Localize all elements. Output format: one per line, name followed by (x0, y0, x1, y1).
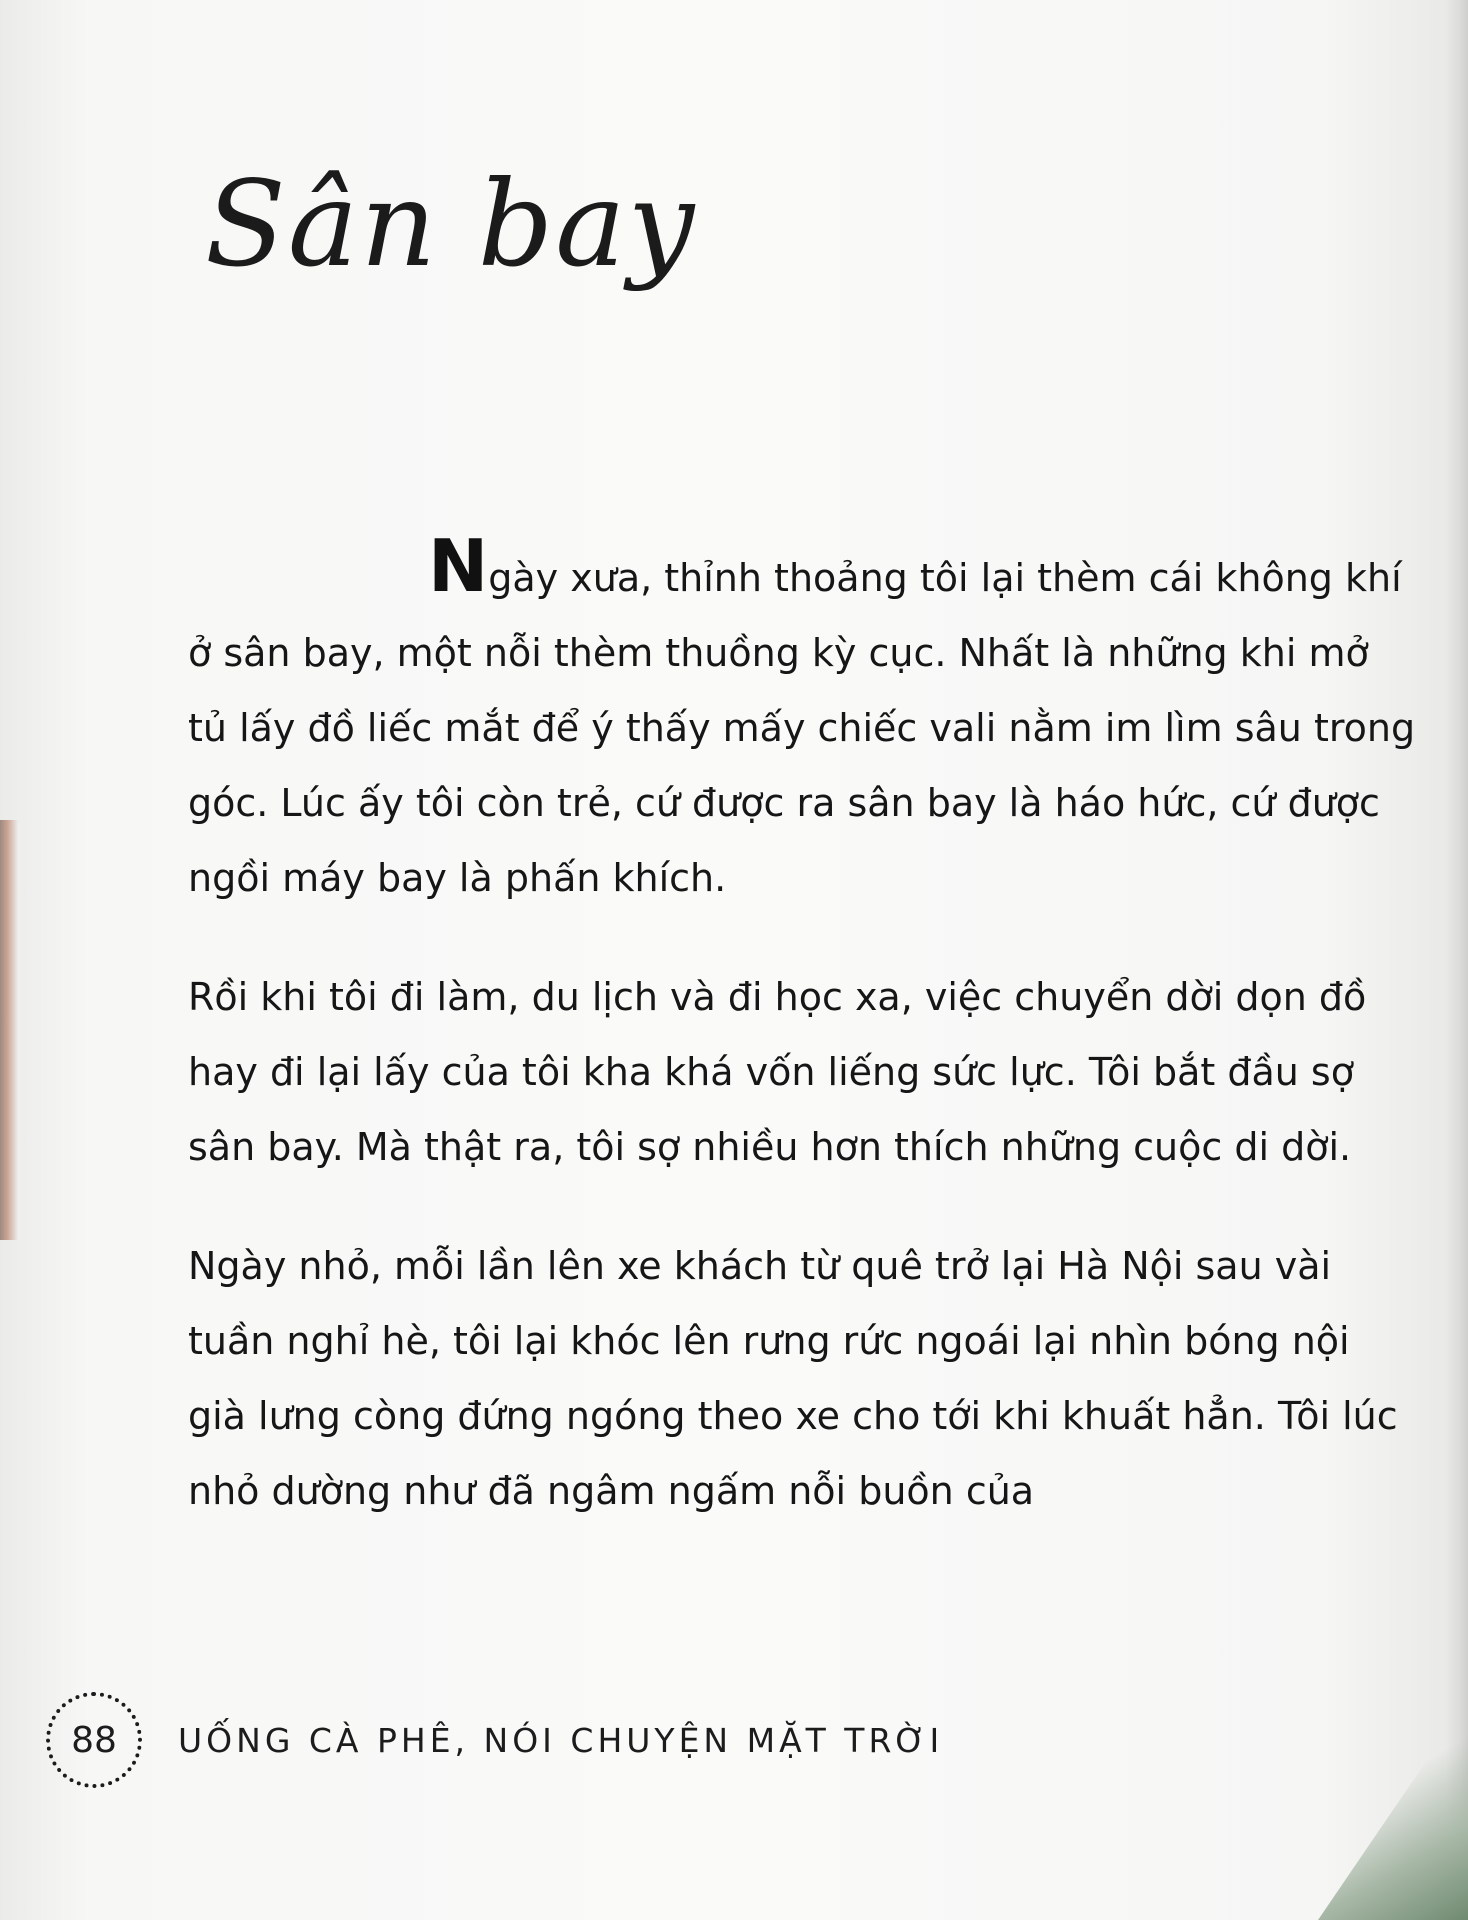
drop-cap: N (428, 524, 489, 608)
paragraph-1-text: gày xưa, thỉnh thoảng tôi lại thèm cái không khí ở sân bay, một nỗi thèm thuồng kỳ cục. Nhất là những khi mở tủ lấy đồ liếc mắt để ý thấy mấy chiếc vali nằm im lìm sâu trong góc. Lúc ấy tôi còn trẻ, cứ được ra sân bay là háo hức, cứ được ngồi máy bay là phấn khích. (188, 556, 1416, 900)
page-edge-left (0, 820, 18, 1240)
body-text (188, 524, 1418, 1573)
page-number: 88 (46, 1692, 142, 1788)
page-footer (46, 1690, 943, 1790)
paragraph-2: Rồi khi tôi đi làm, du lịch và đi học xa, việc chuyển dời dọn đồ hay đi lại lấy của tôi kha khá vốn liếng sức lực. Tôi bắt đầu sợ sân bay. Mà thật ra, tôi sợ nhiều hơn thích những cuộc di dời. (188, 975, 1367, 1169)
chapter-title: Sân bay (205, 155, 697, 293)
page-edge-right (1446, 0, 1468, 1920)
paragraph-3: Ngày nhỏ, mỗi lần lên xe khách từ quê trở lại Hà Nội sau vài tuần nghỉ hè, tôi lại khóc lên rưng rức ngoái lại nhìn bóng nội già lưng còng đứng ngóng theo xe cho tới khi khuất hẳn. Tôi lúc nhỏ dường như đã ngâm ngấm nỗi buồn của (188, 1244, 1398, 1513)
running-title: UỐNG CÀ PHÊ, NÓI CHUYỆN MẶT TRỜI (178, 1720, 944, 1760)
paragraph-1 (188, 524, 1418, 916)
